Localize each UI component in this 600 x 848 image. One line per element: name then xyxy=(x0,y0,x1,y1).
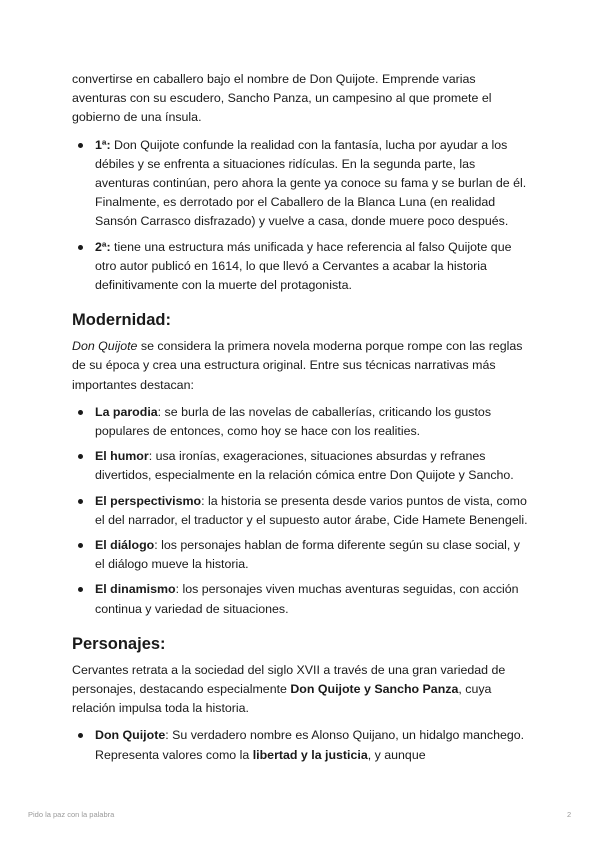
list-item: La parodia: se burla de las novelas de caballerías, criticando los gustos populares de entonces, como hoy se hace con los realities. xyxy=(72,403,528,441)
list-item: Don Quijote: Su verdadero nombre es Alonso Quijano, un hidalgo manchego. Representa valores como la libertad y la justicia, y aunque xyxy=(72,726,528,764)
parts-list xyxy=(72,136,528,296)
personajes-list xyxy=(72,726,528,764)
bullet-icon xyxy=(78,499,83,504)
bullet-icon xyxy=(78,543,83,548)
list-item: El humor: usa ironías, exageraciones, situaciones absurdas y refranes divertidos, especialmente en la relación cómica entre Don Quijote y Sancho. xyxy=(72,447,528,485)
modernidad-intro: Don Quijote se considera la primera novela moderna porque rompe con las reglas de su época y crea una estructura original. Entre sus técnicas narrativas más importantes destacan: xyxy=(72,339,523,392)
list-item: El dinamismo: los personajes viven muchas aventuras seguidas, con acción continua y variedad de situaciones. xyxy=(72,580,528,618)
list-item: 1ª: Don Quijote confunde la realidad con la fantasía, lucha por ayudar a los débiles y se enfrenta a situaciones ridículas. En la segunda parte, las aventuras continúan, pero ahora la gente ya conoce su fama y se burlan de él. Finalmente, es derrotado por el Caballero de la Blanca Luna (en realidad Sansón Carrasco disfrazado) y vuelve a casa, donde muere poco después. xyxy=(72,136,528,232)
list-item: El perspectivismo: la historia se presenta desde varios puntos de vista, como el del narrador, el traductor y el supuesto autor árabe, Cide Hamete Benengeli. xyxy=(72,492,528,530)
bullet-icon xyxy=(78,245,83,250)
page-number: 2 xyxy=(567,810,572,819)
modernidad-list xyxy=(72,403,528,619)
intro-paragraph: convertirse en caballero bajo el nombre de Don Quijote. Emprende varias aventuras con su escudero, Sancho Panza, un campesino al que promete el gobierno de una ínsula. xyxy=(72,72,492,125)
document-body xyxy=(72,70,528,771)
bullet-icon xyxy=(78,733,83,738)
list-item: El diálogo: los personajes hablan de forma diferente según su clase social, y el diálogo mueve la historia. xyxy=(72,536,528,574)
footer-title: Pido la paz con la palabra xyxy=(28,810,115,819)
bullet-icon xyxy=(78,143,83,148)
section-heading-modernidad: Modernidad: xyxy=(72,311,171,330)
bullet-icon xyxy=(78,587,83,592)
bullet-icon xyxy=(78,454,83,459)
personajes-intro: Cervantes retrata a la sociedad del siglo XVII a través de una gran variedad de personajes, destacando especialmente Don Quijote y Sancho Panza, cuya relación impulsa toda la historia. xyxy=(72,662,506,716)
section-heading-personajes: Personajes: xyxy=(72,634,166,653)
bullet-icon xyxy=(78,410,83,415)
list-item: 2ª: tiene una estructura más unificada y hace referencia al falso Quijote que otro autor publicó en 1614, lo que llevó a Cervantes a acabar la historia definitivamente con la muerte del protagonista. xyxy=(72,238,528,296)
